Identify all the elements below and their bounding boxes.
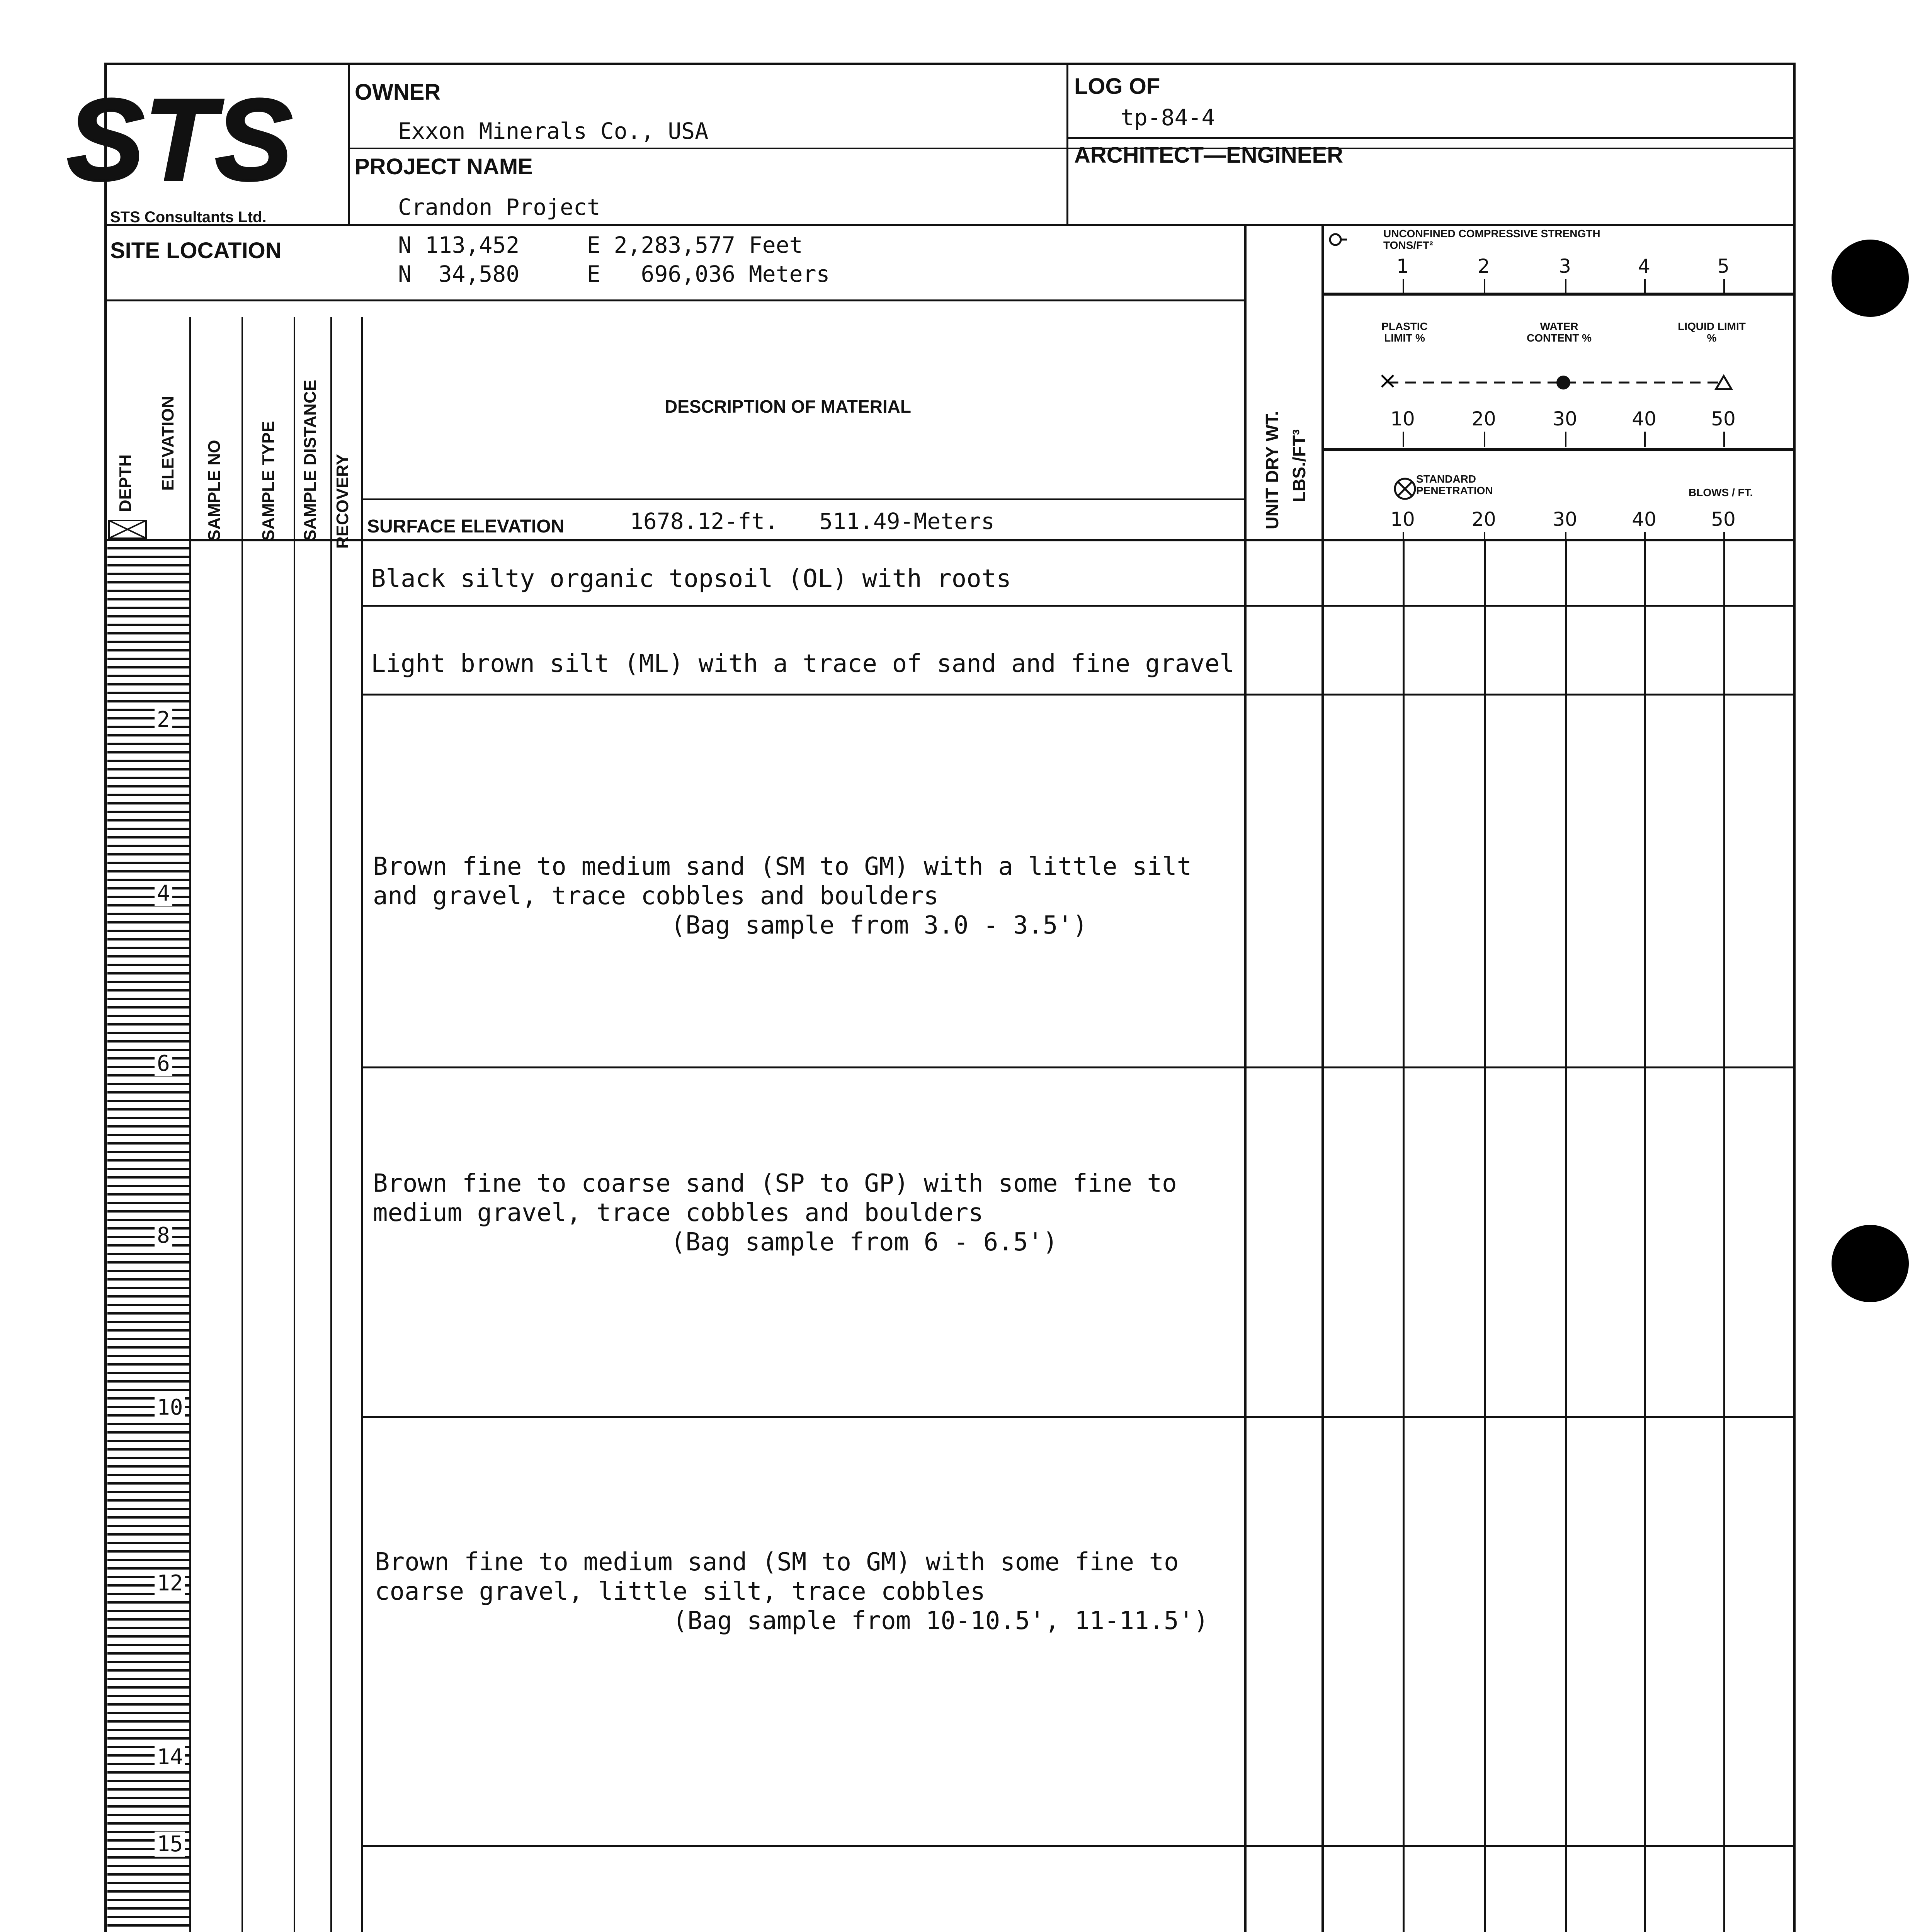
scale-tick-label: 20 bbox=[1471, 408, 1496, 430]
depth-mark: 14 bbox=[155, 1745, 185, 1770]
unit-dry-left-line bbox=[1244, 226, 1247, 1932]
frame-top bbox=[104, 63, 1793, 65]
liquid-limit-label: LIQUID LIMIT % bbox=[1678, 320, 1746, 344]
water-content-label: WATER CONTENT % bbox=[1527, 320, 1592, 344]
scale-tick-label: 40 bbox=[1632, 508, 1656, 531]
scale-tick bbox=[1723, 532, 1725, 540]
surface-elevation-m: 511.49-Meters bbox=[819, 508, 995, 534]
depth-mark: 2 bbox=[155, 707, 172, 732]
scale-tick bbox=[1644, 279, 1646, 294]
scale-tick bbox=[1723, 279, 1725, 294]
binder-hole-middle bbox=[1832, 1225, 1909, 1302]
owner-value: Exxon Minerals Co., USA bbox=[398, 118, 709, 144]
recovery-col-line bbox=[361, 317, 363, 1932]
sample-type-col-line bbox=[294, 317, 295, 1932]
scale-tick bbox=[1565, 532, 1566, 540]
scale-tick bbox=[1403, 432, 1404, 447]
elevation-label: ELEVATION bbox=[158, 396, 177, 491]
recovery-label: RECOVERY bbox=[333, 454, 352, 549]
scale-tick-label: 10 bbox=[1390, 408, 1415, 430]
stratum-5-description: Brown fine to medium sand (SM to GM) with some fine to coarse gravel, little silt, trace cobbles (Bag sample from 10-10.5', 11-11.5') bbox=[375, 1548, 1209, 1635]
scale-tick bbox=[1723, 432, 1725, 447]
depth-mark: 8 bbox=[155, 1223, 172, 1248]
scale-tick bbox=[1565, 279, 1566, 294]
sample-no-col-line bbox=[242, 317, 243, 1932]
blows-label: BLOWS / FT. bbox=[1689, 486, 1753, 498]
stratum-2-description: Light brown silt (ML) with a trace of sand and fine gravel bbox=[371, 650, 1235, 678]
tick-axis bbox=[1324, 448, 1793, 450]
log-of-line bbox=[1066, 137, 1793, 139]
scale-tick-label: 4 bbox=[1638, 255, 1650, 277]
sts-logo bbox=[67, 75, 293, 204]
svg-text:STS: STS bbox=[67, 75, 293, 204]
scale-tick bbox=[1484, 279, 1485, 294]
surface-elevation-label: SURFACE ELEVATION bbox=[367, 516, 565, 537]
scale-tick-label: 40 bbox=[1632, 408, 1656, 430]
scale-grid-line bbox=[1565, 541, 1567, 1932]
surface-elevation-ft: 1678.12-ft. bbox=[630, 508, 779, 534]
depth-mark: 12 bbox=[155, 1571, 185, 1596]
depth-label: DEPTH bbox=[116, 454, 135, 512]
ucs-label: UNCONFINED COMPRESSIVE STRENGTH bbox=[1383, 228, 1600, 240]
scale-grid-line bbox=[1644, 541, 1646, 1932]
log-of-label: LOG OF bbox=[1074, 74, 1160, 99]
scale-tick-label: 10 bbox=[1390, 508, 1415, 531]
scale-tick-label: 3 bbox=[1559, 255, 1571, 277]
scale-tick bbox=[1484, 432, 1485, 447]
svg-text:×: × bbox=[1378, 367, 1398, 394]
site-location-label: SITE LOCATION bbox=[110, 238, 282, 263]
stratum-line-3 bbox=[361, 1066, 1793, 1068]
scale-tick bbox=[1403, 279, 1404, 294]
site-location-feet: N 113,452 E 2,283,577 Feet bbox=[398, 232, 803, 258]
plastic-limit-label: PLASTIC LIMIT % bbox=[1381, 320, 1428, 344]
scale-tick bbox=[1644, 532, 1646, 540]
depth-mark: 4 bbox=[155, 881, 172, 906]
scale-tick-label: 30 bbox=[1553, 508, 1577, 531]
stratum-line-4 bbox=[361, 1416, 1793, 1418]
frame-right bbox=[1793, 63, 1796, 1932]
project-name-label: PROJECT NAME bbox=[355, 154, 533, 179]
stratum-1-description: Black silty organic topsoil (OL) with roots bbox=[371, 565, 1011, 593]
depth-col-line bbox=[189, 317, 191, 1932]
description-header: DESCRIPTION OF MATERIAL bbox=[665, 396, 912, 417]
tick-axis bbox=[1324, 294, 1793, 296]
spt-label: STANDARD PENETRATION bbox=[1416, 473, 1493, 497]
sample-no-label: SAMPLE NO bbox=[205, 440, 224, 541]
unit-dry-label: UNIT DRY WT. bbox=[1262, 411, 1282, 529]
depth-mark: 10 bbox=[155, 1395, 185, 1420]
surface-line bbox=[361, 498, 1246, 500]
depth-strip bbox=[107, 541, 189, 1932]
sample-dist-col-line bbox=[330, 317, 332, 1932]
scale-tick-label: 20 bbox=[1471, 508, 1496, 531]
scale-grid-line bbox=[1403, 541, 1405, 1932]
owner-divider bbox=[1066, 63, 1068, 225]
project-name-value: Crandon Project bbox=[398, 194, 600, 220]
scale-tick bbox=[1565, 432, 1566, 447]
site-location-meters: N 34,580 E 696,036 Meters bbox=[398, 261, 830, 287]
scale-tick-label: 5 bbox=[1717, 255, 1730, 277]
scale-tick-label: 50 bbox=[1711, 508, 1736, 531]
architect-engineer-label: ARCHITECT—ENGINEER bbox=[1074, 143, 1344, 168]
depth-x-box bbox=[108, 520, 147, 539]
stratum-3-description: Brown fine to medium sand (SM to GM) with a little silt and gravel, trace cobbles and boulders (Bag sample from 3.0 - 3.5') bbox=[373, 852, 1192, 940]
sample-distance-label: SAMPLE DISTANCE bbox=[301, 379, 320, 541]
header-mid-line bbox=[348, 148, 1793, 149]
unit-dry-units: LBS./FT³ bbox=[1289, 429, 1309, 502]
company-name: STS Consultants Ltd. bbox=[110, 209, 267, 226]
depth-mark: 15 bbox=[155, 1832, 185, 1857]
scale-tick-label: 50 bbox=[1711, 408, 1736, 430]
scale-tick bbox=[1403, 532, 1404, 540]
ucs-units: TONS/FT² bbox=[1383, 239, 1433, 251]
log-of-value: tp-84-4 bbox=[1121, 104, 1215, 131]
scale-tick-label: 1 bbox=[1396, 255, 1409, 277]
stratum-4-description: Brown fine to coarse sand (SP to GP) with some fine to medium gravel, trace cobbles and boulders (Bag sample from 6 - 6.5') bbox=[373, 1169, 1177, 1257]
binder-hole-top bbox=[1832, 240, 1909, 317]
scale-tick bbox=[1484, 532, 1485, 540]
frame-left bbox=[104, 63, 107, 1932]
depth-mark: 6 bbox=[155, 1051, 172, 1076]
stratum-line-1 bbox=[361, 605, 1793, 607]
scale-grid-line bbox=[1484, 541, 1486, 1932]
scale-tick-label: 30 bbox=[1553, 408, 1577, 430]
stratum-line-5 bbox=[361, 1845, 1793, 1847]
logo-divider bbox=[348, 63, 350, 225]
scale-tick bbox=[1644, 432, 1646, 447]
stratum-line-2 bbox=[361, 694, 1793, 696]
scale-grid-line bbox=[1723, 541, 1725, 1932]
owner-label: OWNER bbox=[355, 80, 441, 105]
scale-tick-label: 2 bbox=[1478, 255, 1490, 277]
sample-type-label: SAMPLE TYPE bbox=[259, 421, 278, 541]
site-bottom-line bbox=[104, 299, 1244, 301]
